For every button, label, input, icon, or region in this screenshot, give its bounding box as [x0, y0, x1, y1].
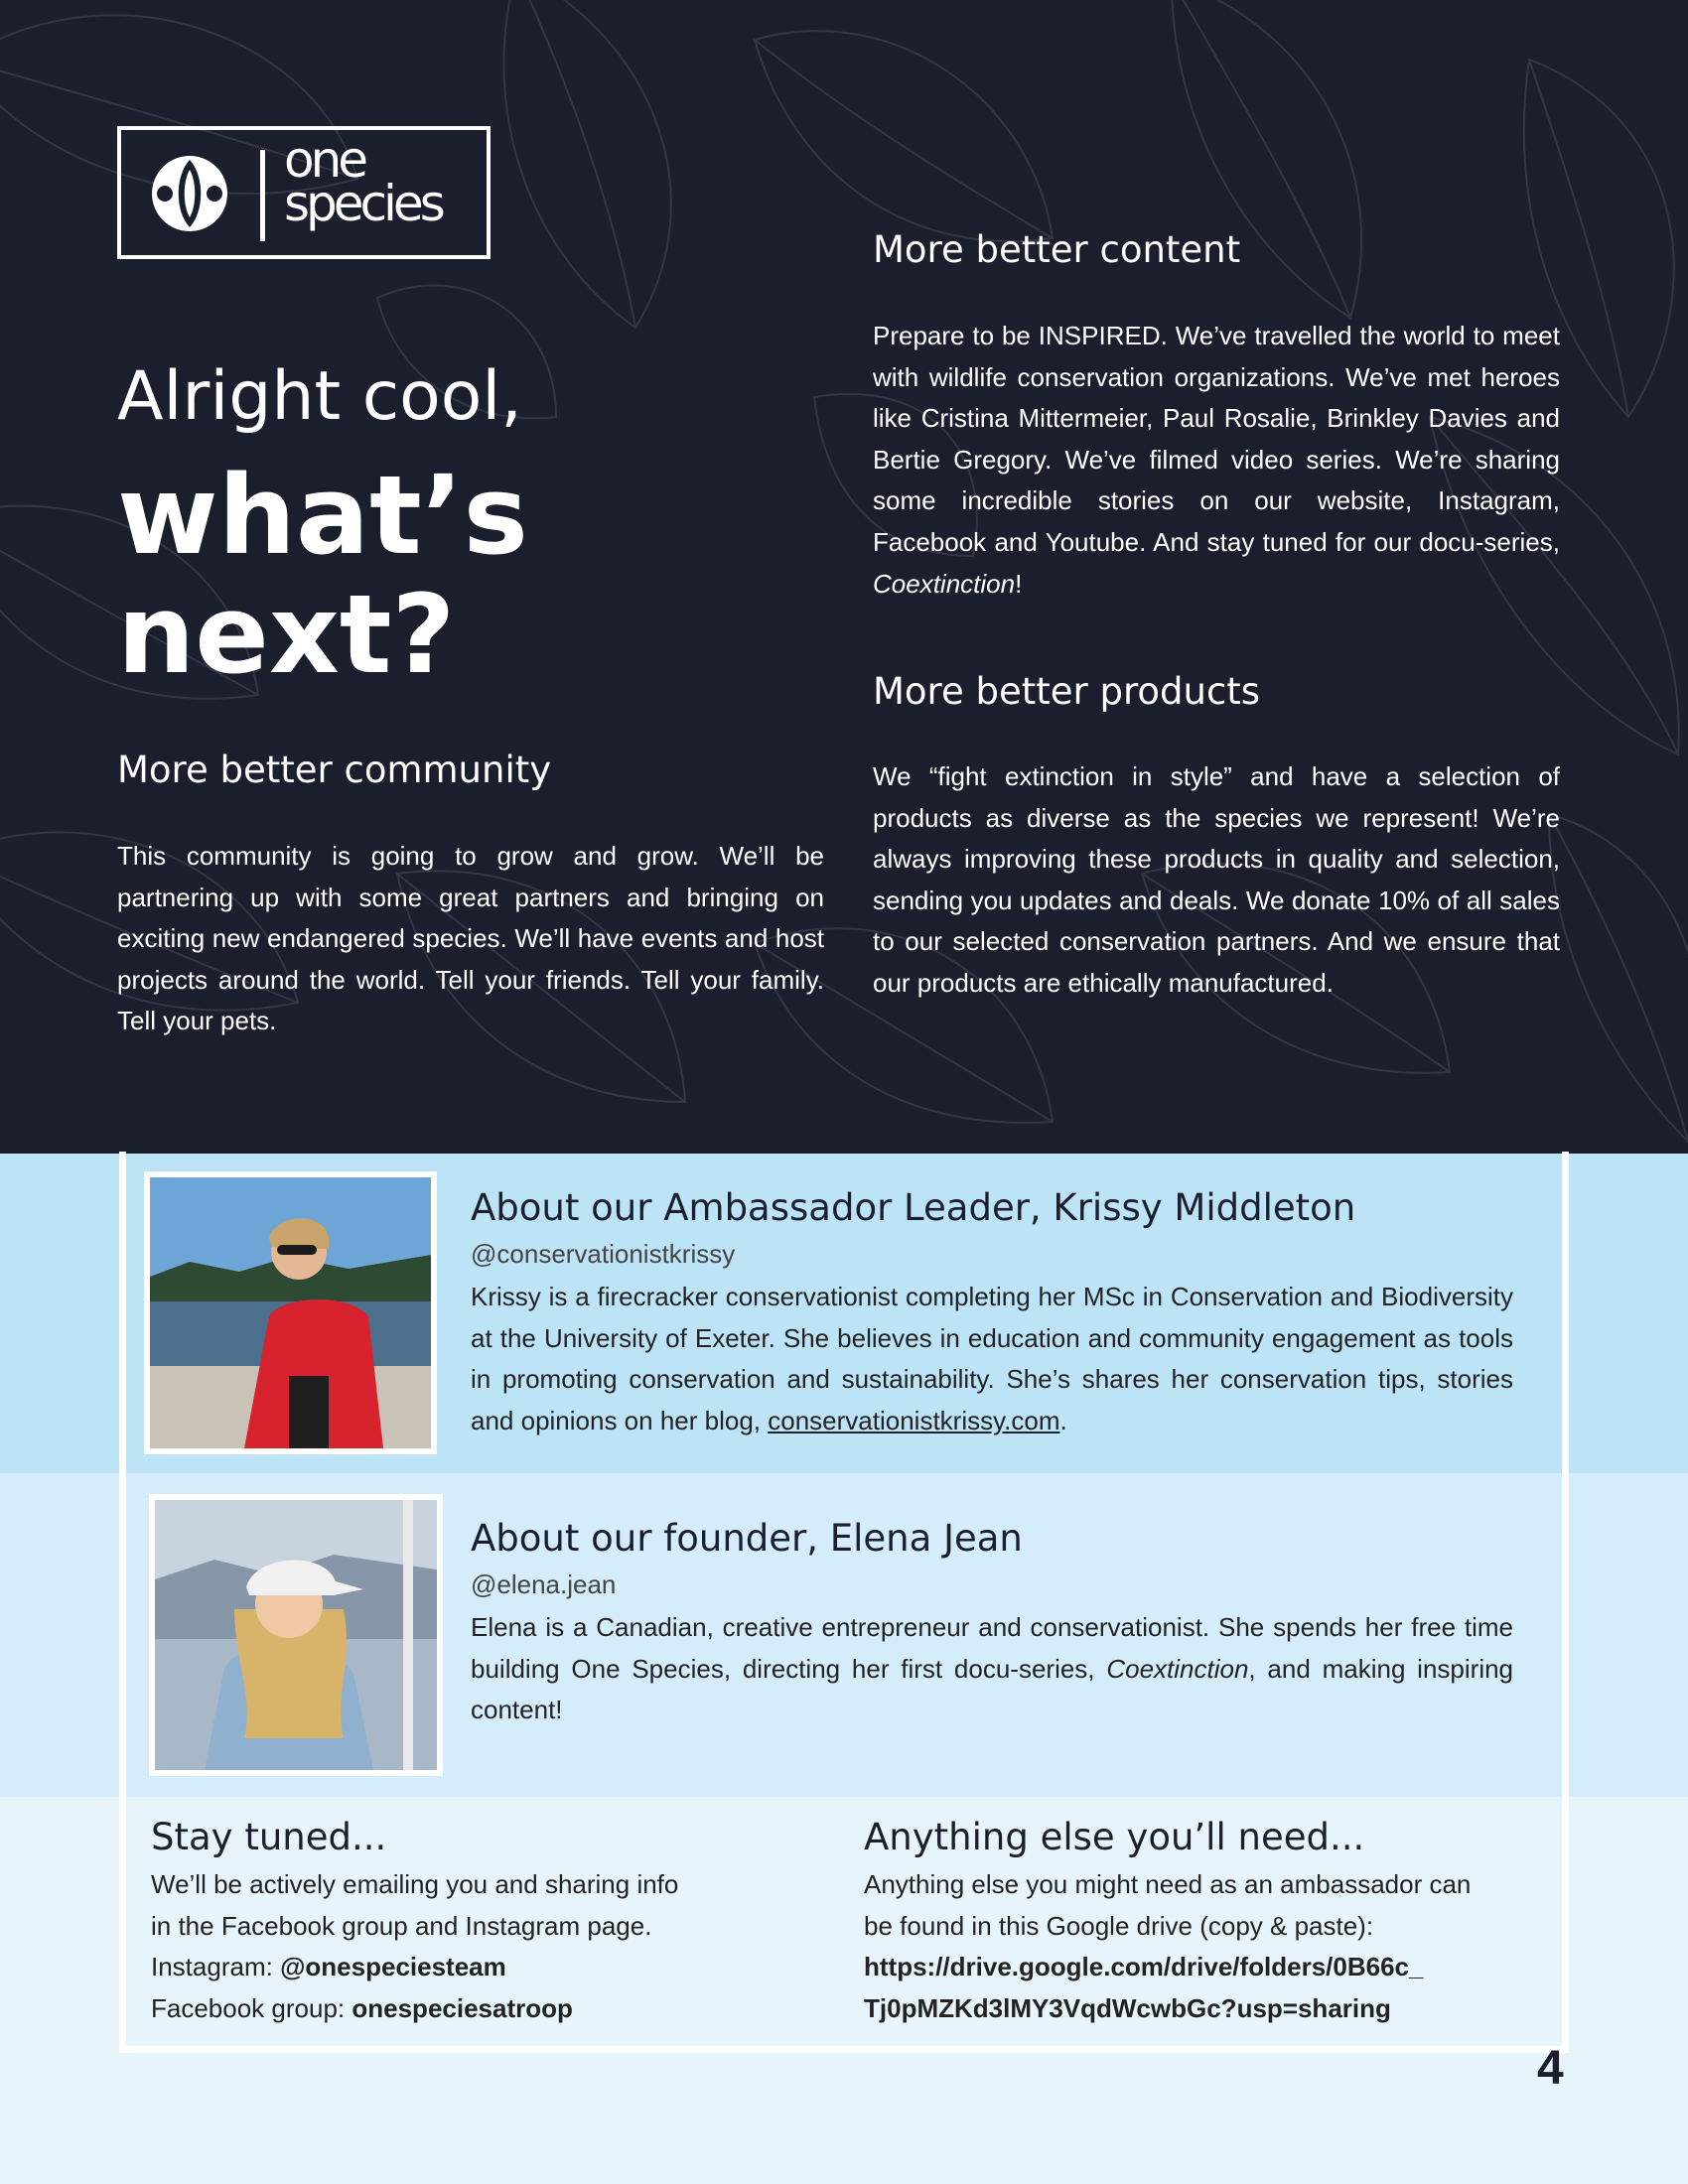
logo-word-one: one [284, 131, 365, 189]
content-title: More better content [873, 228, 1241, 271]
stay-tuned-title: Stay tuned... [151, 1816, 387, 1858]
krissy-photo-image [150, 1177, 431, 1448]
facebook-label: Facebook group: [151, 1992, 346, 2023]
founder-handle: @elena.jean [471, 1570, 617, 1599]
hero-heading-line1: Alright cool, [117, 357, 522, 436]
logo-divider [260, 150, 265, 241]
anything-else-line2: be found in this Google drive (copy & paste): [864, 1910, 1374, 1941]
instagram-label: Instagram: [151, 1952, 273, 1982]
ambassador-body-end: . [1059, 1405, 1067, 1435]
one-species-emblem-icon [145, 154, 234, 233]
founder-body-end: , and making inspiring content! [471, 1653, 1514, 1725]
content-body-italic: Coextinction [873, 568, 1016, 599]
hero-heading-line3: next? [117, 571, 456, 698]
logo-wordmark [284, 131, 442, 232]
krissy-photo [144, 1171, 437, 1454]
stay-tuned-body [151, 1864, 826, 2029]
founder-title: About our founder, Elena Jean [471, 1517, 1023, 1560]
anything-else-line1: Anything else you might need as an ambassador can [864, 1869, 1472, 1899]
founder-body-italic: Coextinction [1106, 1653, 1249, 1684]
content-body-end: ! [1015, 568, 1023, 599]
community-title: More better community [117, 749, 552, 791]
ambassador-body-text: Krissy is a firecracker conservationist completing her MSc in Conservation and Biodiversity at the University of Exeter. She believes in education and community engagement as tools in promoting conservation and sustainability. She’s shares her conservation tips, stories and opinions on her blog, [471, 1282, 1513, 1435]
drive-url-line1[interactable] [864, 1947, 1559, 1988]
facebook-group-link[interactable]: onespeciesatroop [352, 1992, 573, 2023]
founder-body [471, 1607, 1513, 1731]
content-body [873, 316, 1560, 605]
community-body: This community is going to grow and grow. We’ll be partnering up with some great partners and bringing on exciting new endangered species. We’ll have events and host projects around the world. Tell your friends. Tell your family. Tell your pets. [117, 841, 824, 1036]
drive-url-text2[interactable]: Tj0pMZKd3lMY3VqdWcwbGc?usp=sharing [864, 1992, 1391, 2023]
facebook-line [151, 1988, 826, 2030]
drive-url-text1[interactable]: https://drive.google.com/drive/folders/0B66c_ [864, 1952, 1424, 1982]
elena-photo-image [155, 1500, 437, 1770]
content-body-text: Prepare to be INSPIRED. We’ve travelled the world to meet with wildlife conservation organizations. We’ve met heroes like Cristina Mittermeier, Paul Rosalie, Brinkley Davies and Bertie Gregory. We’ve filmed video series. We’re sharing some incredible stories on our website, Instagram, Facebook and Youtube. And stay tuned for our docu-series, [873, 321, 1560, 557]
hero-heading-line2: what’s [117, 452, 529, 579]
ambassador-title: About our Ambassador Leader, Krissy Middleton [471, 1186, 1356, 1229]
instagram-line [151, 1947, 826, 1988]
products-body: We “fight extinction in style” and have a selection of products as diverse as the species we represent! We’re always improving these products in quality and selection, sending you updates and deals. We donate 10% of all sales to our selected conservation partners. And we ensure that our products are ethically manufactured. [873, 761, 1560, 998]
logo-word-species: species [284, 175, 442, 232]
anything-else-title: Anything else you’ll need... [864, 1816, 1365, 1858]
anything-else-body [864, 1864, 1559, 2029]
brand-logo [117, 126, 491, 259]
stay-tuned-line2: in the Facebook group and Instagram page. [151, 1910, 652, 1941]
founder-body-text: Elena is a Canadian, creative entrepreneur and conservationist. She spends her free time building One Species, directing her first docu-series, [471, 1612, 1513, 1684]
page-number: 4 [1537, 2042, 1564, 2095]
elena-photo [149, 1494, 443, 1776]
ambassador-body [471, 1277, 1513, 1441]
drive-url-line2[interactable] [864, 1988, 1559, 2030]
instagram-handle-link[interactable]: @onespeciesteam [280, 1952, 506, 1982]
ambassador-handle: @conservationistkrissy [471, 1239, 736, 1269]
products-title: More better products [873, 670, 1261, 713]
stay-tuned-line1: We’ll be actively emailing you and sharing info [151, 1869, 679, 1899]
ambassador-blog-link[interactable]: conservationistkrissy.com [768, 1405, 1060, 1435]
